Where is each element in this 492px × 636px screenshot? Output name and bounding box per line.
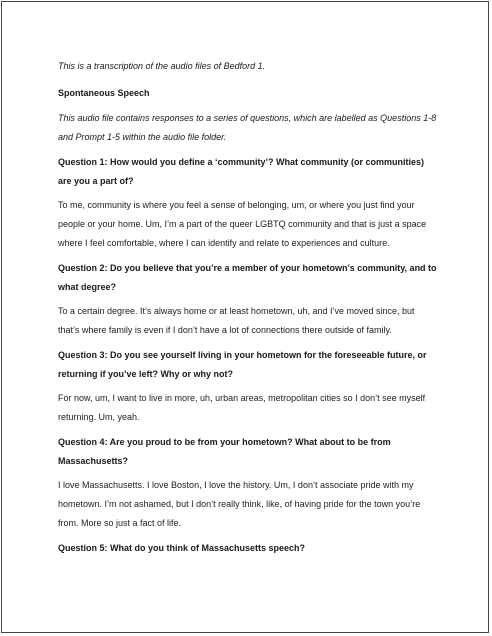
- document-body: [58, 57, 438, 563]
- answer-1: To me, community is where you feel a sense of belonging, um, or where you just find your people or your home. Um, I’m a part of the queer LGBTQ community and that is just a space where I feel comfortable, where I can identify and relate to experiences and culture.: [58, 200, 427, 248]
- section-description: This audio file contains responses to a series of questions, which are labelled as Questions 1-8 and Prompt 1-5 within the audio file folder.: [58, 113, 437, 142]
- intro-text: This is a transcription of the audio files of Bedford 1.: [58, 61, 266, 71]
- answer-4: I love Massachusetts. I love Boston, I love the history. Um, I don’t associate pride with my hometown. I’m not ashamed, but I don’t really think, like, of having pride for the town you’re from. More so just a fact of life.: [58, 480, 421, 528]
- answer-3: For now, um, I want to live in more, uh, urban areas, metropolitan cities so I don’t see myself returning. Um, yeah.: [58, 393, 426, 422]
- question-3: Question 3: Do you see yourself living in your hometown for the foreseeable future, or returning if you’ve left? Why or why not?: [58, 350, 427, 379]
- question-2: Question 2: Do you believe that you’re a member of your hometown’s community, and to what degree?: [58, 263, 437, 292]
- answer-2: To a certain degree. It’s always home or at least hometown, uh, and I’ve moved since, but that’s where family is even if I don’t have a lot of connections there outside of family.: [58, 306, 415, 335]
- document-page: [1, 1, 489, 633]
- question-4: Question 4: Are you proud to be from your hometown? What about to be from Massachusetts?: [58, 437, 391, 466]
- question-5: Question 5: What do you think of Massachusetts speech?: [58, 543, 306, 553]
- section-title: Spontaneous Speech: [58, 88, 150, 98]
- question-1: Question 1: How would you define a ‘community’? What community (or communities) are you a part of?: [58, 157, 425, 186]
